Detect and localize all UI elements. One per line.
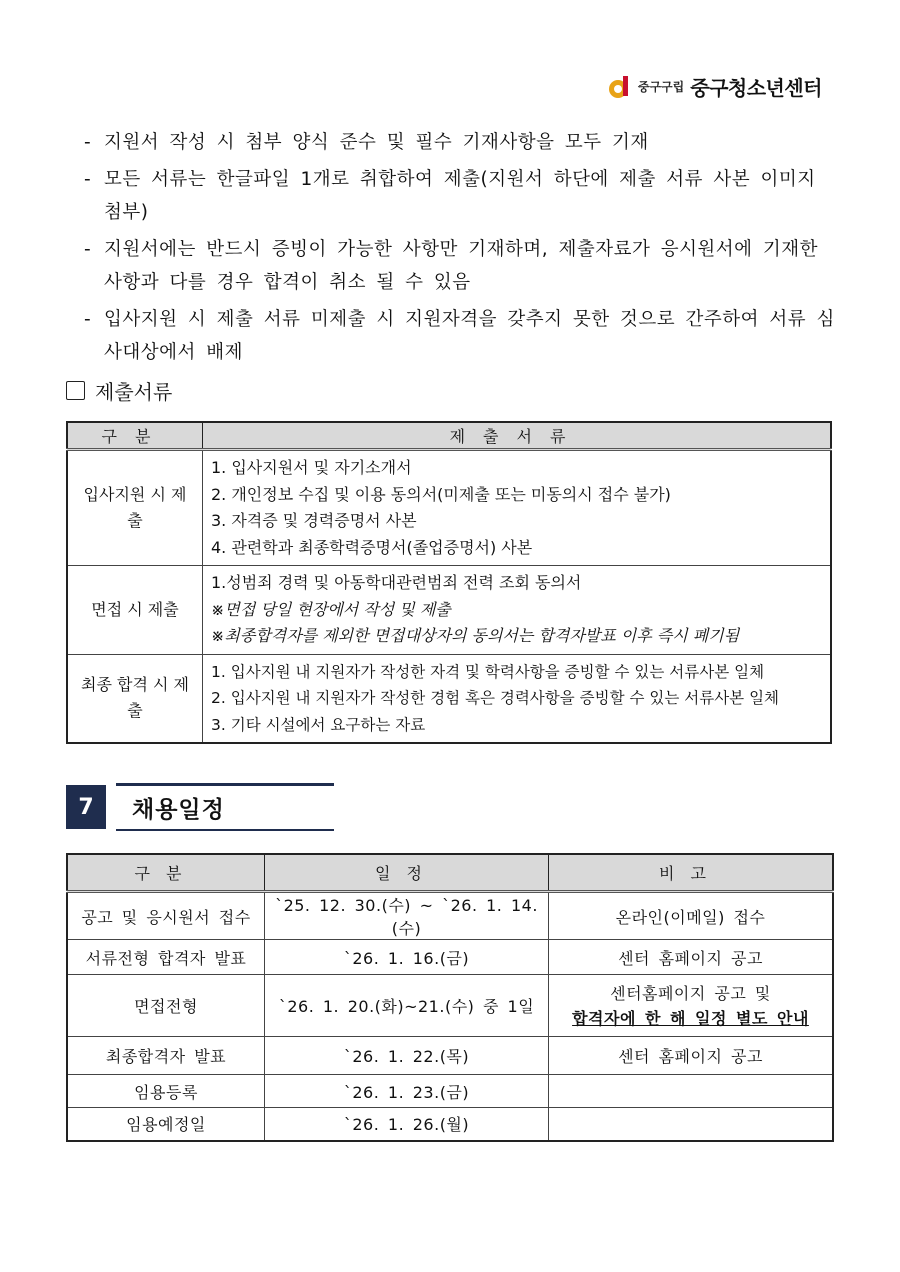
schedule-date: `26. 1. 22.(목) xyxy=(265,1037,549,1075)
schedule-table xyxy=(66,853,834,1142)
notice-item: - 지원서 작성 시 첨부 양식 준수 및 필수 기재사항을 모두 기재 xyxy=(84,126,844,159)
divider xyxy=(116,783,334,786)
notice-item: - 입사지원 시 제출 서류 미제출 시 지원자격을 갖추지 못한 것으로 간주하여 서류 심사대상에서 배제 xyxy=(84,303,844,369)
schedule-header-remark: 비고 xyxy=(549,854,834,892)
schedule-category: 최종합격자 발표 xyxy=(67,1037,265,1075)
doc-item: 3. 기타 시설에서 요구하는 자료 xyxy=(211,715,426,734)
schedule-category: 서류전형 합격자 발표 xyxy=(67,940,265,975)
doc-note: ※면접 당일 현장에서 작성 및 제출 xyxy=(211,599,451,619)
center-logo-icon xyxy=(606,74,632,100)
table-row xyxy=(67,975,833,1037)
schedule-category: 임용등록 xyxy=(67,1075,265,1108)
schedule-category: 면접전형 xyxy=(67,975,265,1037)
notice-item: - 모든 서류는 한글파일 1개로 취합하여 제출(지원서 하단에 제출 서류 사본 이미지 첨부) xyxy=(84,163,844,229)
schedule-date: `26. 1. 26.(월) xyxy=(265,1108,549,1141)
doc-item: 3. 자격증 및 경력증명서 사본 xyxy=(211,511,417,530)
doc-item: 1.성범죄 경력 및 아동학대관련범죄 전력 조회 동의서 xyxy=(211,573,582,592)
checkbox-icon xyxy=(66,381,85,400)
schedule-date: `26. 1. 23.(금) xyxy=(265,1075,549,1108)
schedule-date: `26. 1. 16.(금) xyxy=(265,940,549,975)
table-row xyxy=(67,450,831,566)
schedule-remark xyxy=(549,1108,834,1141)
schedule-remark: 센터 홈페이지 공고 xyxy=(549,940,834,975)
schedule-date: `25. 12. 30.(수) ~ `26. 1. 14.(수) xyxy=(265,892,549,940)
schedule-remark xyxy=(549,975,834,1037)
docs-heading xyxy=(66,376,172,405)
doc-note: ※최종합격자를 제외한 면접대상자의 동의서는 합격자발표 이후 즉시 폐기됨 xyxy=(211,626,740,645)
logo-title: 중구청소년센터 xyxy=(690,76,822,100)
doc-item: 2. 개인정보 수집 및 이용 동의서(미제출 또는 미동의시 접수 불가) xyxy=(211,484,671,504)
schedule-remark: 센터 홈페이지 공고 xyxy=(549,1037,834,1075)
schedule-table-header xyxy=(67,854,833,892)
section-title: 채용일정 xyxy=(132,797,225,823)
docs-category: 최종 합격 시 제출 xyxy=(67,654,203,743)
logo-subtext: 중구구립 xyxy=(637,80,685,94)
docs-items xyxy=(203,566,832,655)
schedule-remark: 온라인(이메일) 접수 xyxy=(549,892,834,940)
docs-category: 면접 시 제출 xyxy=(67,566,203,655)
doc-item: 2. 입사지원 내 지원자가 작성한 경험 혹은 경력사항을 증빙할 수 있는 서류사본 일체 xyxy=(211,689,780,707)
schedule-header-category: 구분 xyxy=(67,854,265,892)
table-row xyxy=(67,654,831,743)
schedule-category: 공고 및 응시원서 접수 xyxy=(67,892,265,940)
doc-item: 1. 입사지원서 및 자기소개서 xyxy=(211,458,412,477)
table-row xyxy=(67,1108,833,1141)
schedule-remark-emphasis: 합격자에 한 해 일정 별도 안내 xyxy=(572,1008,809,1028)
center-logo xyxy=(606,72,822,101)
docs-header-category: 구분 xyxy=(67,422,203,450)
notice-list xyxy=(84,126,844,373)
schedule-remark-text: 센터홈페이지 공고 및 xyxy=(610,983,771,1003)
schedule-category: 임용예정일 xyxy=(67,1108,265,1141)
docs-category: 입사지원 시 제출 xyxy=(67,450,203,566)
table-row xyxy=(67,1075,833,1108)
docs-header-docs: 제출서류 xyxy=(203,422,832,450)
schedule-remark xyxy=(549,1075,834,1108)
table-row xyxy=(67,566,831,655)
docs-table-header xyxy=(67,422,831,450)
schedule-date: `26. 1. 20.(화)~21.(수) 중 1일 xyxy=(265,975,549,1037)
docs-heading-text: 제출서류 xyxy=(95,380,173,404)
docs-items xyxy=(203,450,832,566)
divider xyxy=(116,829,334,832)
schedule-header-schedule: 일정 xyxy=(265,854,549,892)
doc-item: 1. 입사지원 내 지원자가 작성한 자격 및 학력사항을 증빙할 수 있는 서류사본 일체 xyxy=(211,662,765,681)
section-number: 7 xyxy=(66,785,106,829)
table-row xyxy=(67,1037,833,1075)
doc-item: 4. 관련학과 최종학력증명서(졸업증명서) 사본 xyxy=(211,537,533,557)
docs-table xyxy=(66,421,832,744)
table-row xyxy=(67,940,833,975)
docs-items xyxy=(203,654,832,743)
section-7-heading xyxy=(66,783,336,831)
notice-item: - 지원서에는 반드시 증빙이 가능한 사항만 기재하며, 제출자료가 응시원서에 기재한 사항과 다를 경우 합격이 취소 될 수 있음 xyxy=(84,233,844,299)
table-row xyxy=(67,892,833,940)
